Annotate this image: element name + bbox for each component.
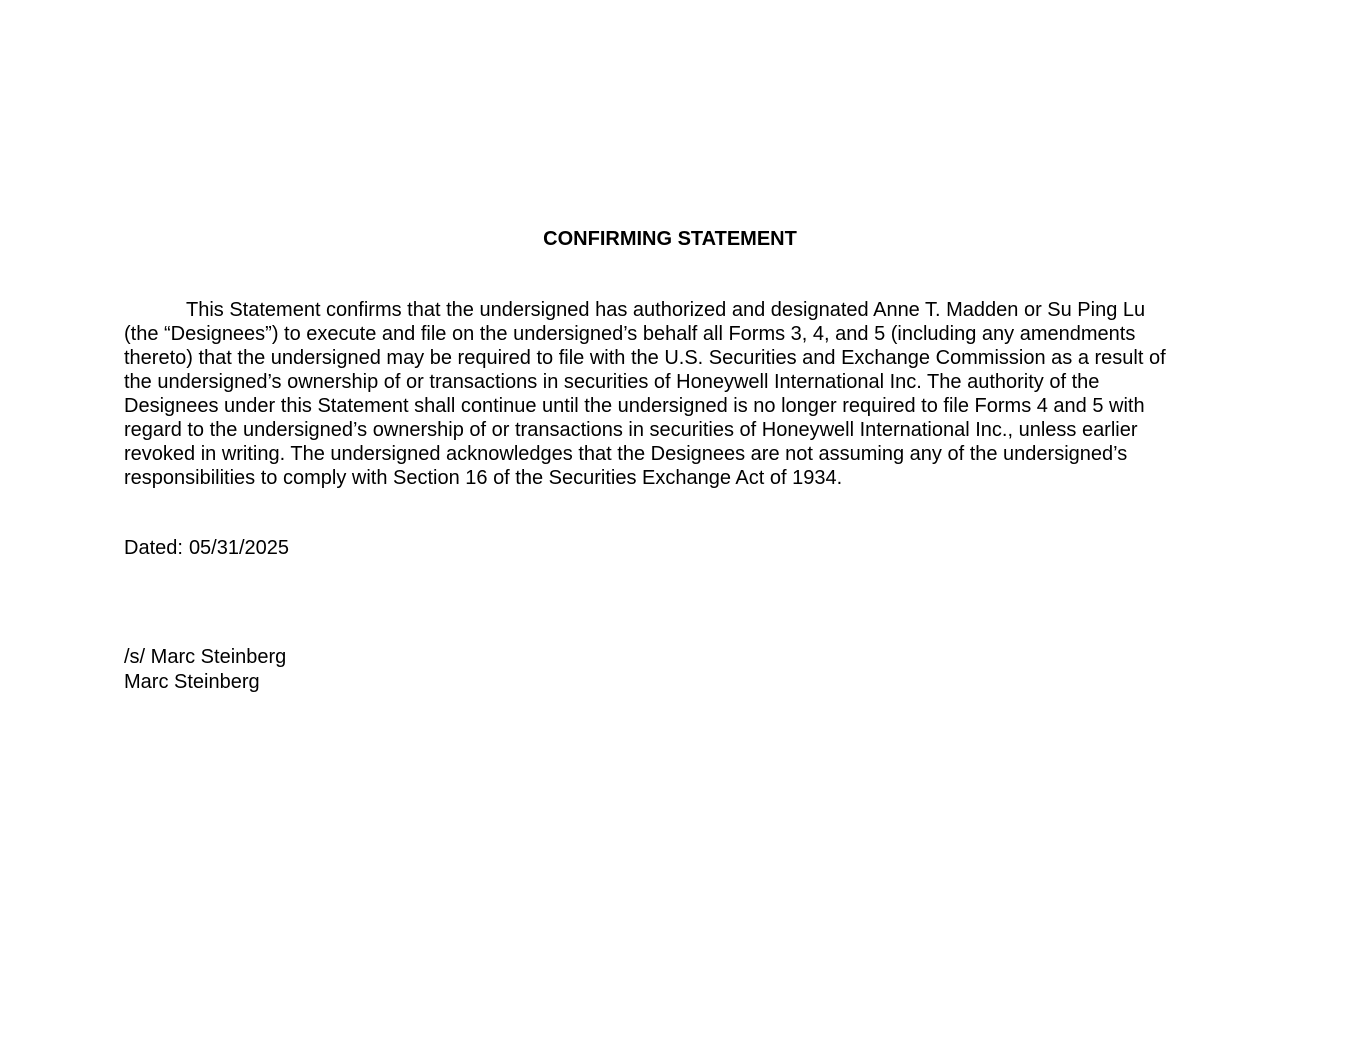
paragraph-line: Designees under this Statement shall continue until the undersigned is no longer required to file Forms 4 and 5 with — [124, 395, 1145, 417]
signer-name: Marc Steinberg — [124, 671, 260, 693]
paragraph-line: This Statement confirms that the undersigned has authorized and designated Anne T. Madden or Su Ping Lu — [186, 299, 1146, 321]
paragraph-line: thereto) that the undersigned may be required to file with the U.S. Securities and Exchange Commission as a result of — [124, 347, 1166, 369]
paragraph-line: the undersigned’s ownership of or transactions in securities of Honeywell International Inc. The authority of the — [124, 371, 1100, 393]
dated-label: Dated: — [124, 537, 183, 559]
paragraph-line: revoked in writing. The undersigned acknowledges that the Designees are not assuming any of the undersigned’s — [124, 443, 1128, 465]
paragraph-line: responsibilities to comply with Section 16 of the Securities Exchange Act of 1934. — [124, 467, 843, 489]
signature: /s/ Marc Steinberg — [124, 646, 287, 668]
document-title: CONFIRMING STATEMENT — [543, 228, 797, 250]
dated-line — [124, 535, 289, 561]
paragraph-line: (the “Designees”) to execute and file on the undersigned’s behalf all Forms 3, 4, and 5 (including any amendments — [124, 323, 1136, 345]
dated-value: 05/31/2025 — [188, 537, 290, 559]
paragraph-line: regard to the undersigned’s ownership of or transactions in securities of Honeywell International Inc., unless earlier — [124, 419, 1138, 441]
